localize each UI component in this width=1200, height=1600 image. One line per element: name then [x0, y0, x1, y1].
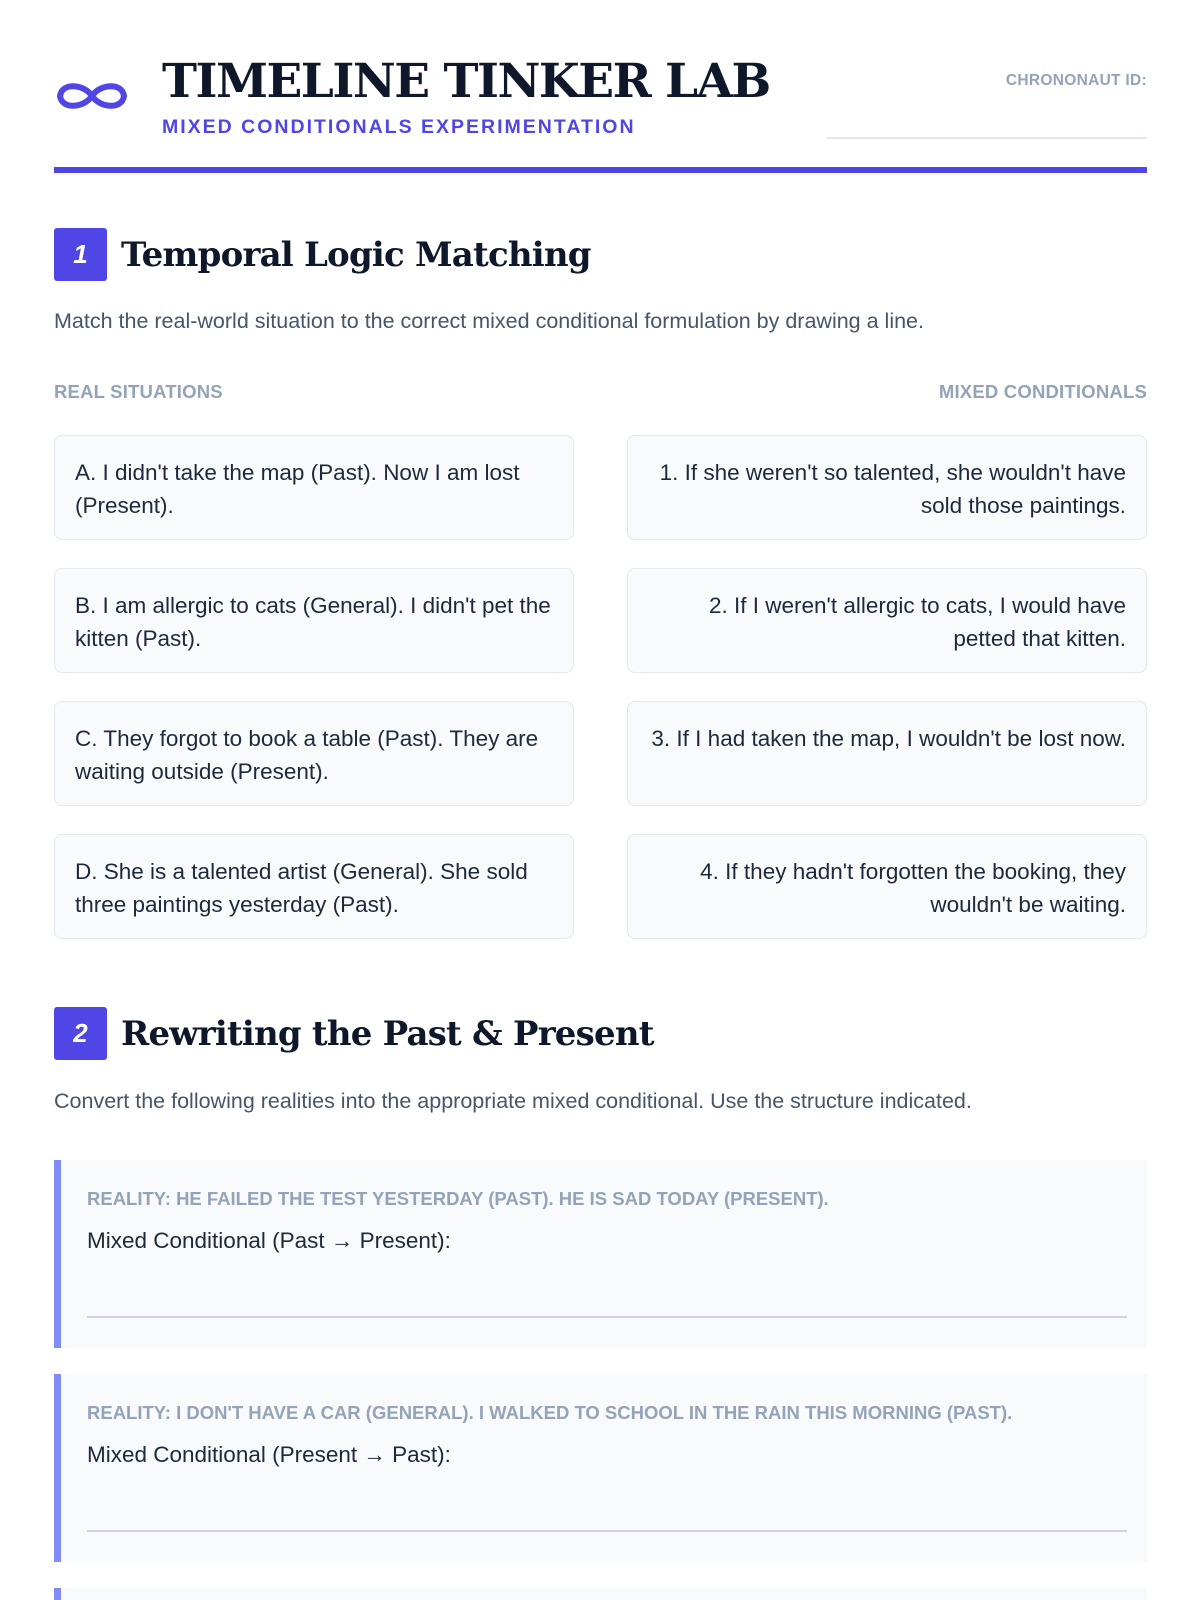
- conditional-card-3[interactable]: 3. If I had taken the map, I wouldn't be lost now.: [627, 701, 1147, 806]
- conditional-prompt: Mixed Conditional (Past → Present):: [87, 1228, 451, 1253]
- conditional-card-4[interactable]: 4. If they hadn't forgotten the booking, they wouldn't be waiting.: [627, 834, 1147, 939]
- header: [54, 0, 1147, 174]
- rewrite-exercise-3: [54, 1588, 1147, 1600]
- page-subtitle: MIXED CONDITIONALS EXPERIMENTATION: [162, 116, 636, 138]
- situation-card-a[interactable]: A. I didn't take the map (Past). Now I am lost (Present).: [54, 435, 574, 540]
- real-situations-label: REAL SITUATIONS: [54, 381, 223, 402]
- header-divider: [54, 167, 1147, 173]
- section-title: Rewriting the Past & Present: [121, 1013, 654, 1054]
- section-2-instruction: Convert the following realities into the appropriate mixed conditional. Use the structure indicated.: [54, 1089, 972, 1113]
- reality-statement: REALITY: HE FAILED THE TEST YESTERDAY (PAST). HE IS SAD TODAY (PRESENT).: [87, 1188, 829, 1209]
- situation-card-d[interactable]: D. She is a talented artist (General). She sold three paintings yesterday (Past).: [54, 834, 574, 939]
- situation-card-b[interactable]: B. I am allergic to cats (General). I didn't pet the kitten (Past).: [54, 568, 574, 673]
- section-2-heading: [54, 1007, 654, 1060]
- section-1-instruction: Match the real-world situation to the correct mixed conditional formulation by drawing a line.: [54, 309, 924, 333]
- page-title: TIMELINE TINKER LAB: [162, 54, 770, 109]
- conditional-card-1[interactable]: 1. If she weren't so talented, she wouldn't have sold those paintings.: [627, 435, 1147, 540]
- conditional-prompt: Mixed Conditional (Present → Past):: [87, 1442, 451, 1467]
- section-title: Temporal Logic Matching: [121, 234, 591, 275]
- worksheet-page: [54, 0, 1147, 1467]
- situation-card-c[interactable]: C. They forgot to book a table (Past). They are waiting outside (Present).: [54, 701, 574, 806]
- infinity-icon: [54, 74, 130, 118]
- chrononaut-id-field[interactable]: [827, 137, 1147, 139]
- conditional-card-2[interactable]: 2. If I weren't allergic to cats, I would have petted that kitten.: [627, 568, 1147, 673]
- answer-line[interactable]: [87, 1530, 1127, 1532]
- rewrite-exercise-1: [54, 1160, 1147, 1348]
- section-number-badge: 2: [54, 1007, 107, 1060]
- reality-statement: REALITY: I DON'T HAVE A CAR (GENERAL). I WALKED TO SCHOOL IN THE RAIN THIS MORNING (PAST).: [87, 1402, 1013, 1423]
- chrononaut-id-label: CHRONONAUT ID:: [1005, 72, 1147, 89]
- rewrite-exercise-2: [54, 1374, 1147, 1562]
- section-1-heading: [54, 228, 591, 281]
- mixed-conditionals-label: MIXED CONDITIONALS: [938, 381, 1147, 402]
- section-number-badge: 1: [54, 228, 107, 281]
- answer-line[interactable]: [87, 1316, 1127, 1318]
